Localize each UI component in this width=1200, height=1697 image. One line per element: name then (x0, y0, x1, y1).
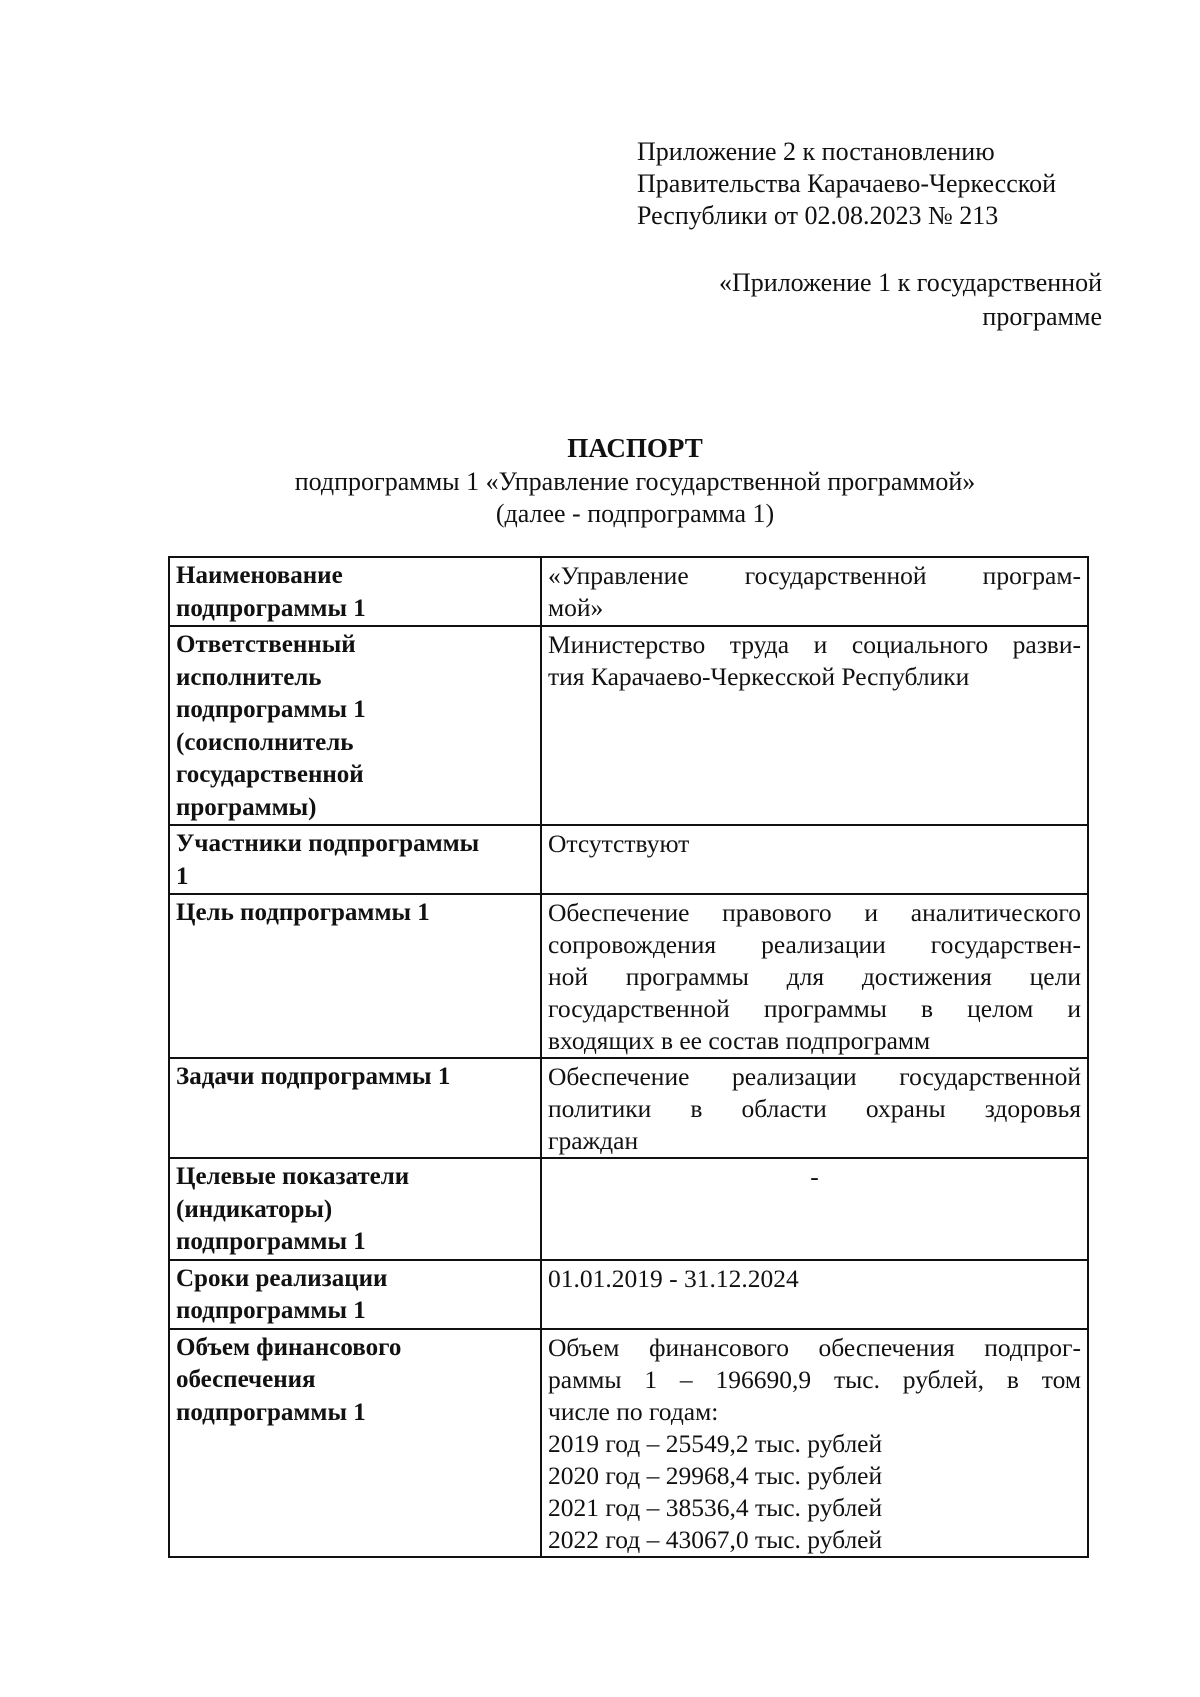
row-label-line: Наименование (176, 562, 343, 589)
row-value-line: граждан (548, 1126, 639, 1155)
row-value-line: Министерство труда и социального разви- (548, 630, 1081, 659)
appendix-reference (719, 266, 1102, 334)
row-value-line: политики в области охраны здоровья (548, 1094, 1081, 1123)
row-value-line: раммы 1 – 196690,9 тыс. рублей, в том (548, 1364, 1081, 1394)
row-label-line: подпрограммы 1 (176, 594, 366, 622)
row-label-cell (169, 1058, 541, 1158)
document-title (0, 430, 1200, 530)
table-row (169, 626, 1088, 825)
row-value-line: входящих в ее состав подпрограмм (548, 1026, 931, 1055)
row-label-line: обеспечения (176, 1366, 316, 1393)
row-label-cell (169, 1260, 541, 1329)
row-value-line: - (810, 1162, 819, 1191)
row-label-line: программы) (176, 793, 317, 821)
row-value-cell (541, 1058, 1088, 1158)
title-subtitle-2: (далее - подпрограмма 1) (495, 499, 775, 528)
row-value-line: ной программы для достижения цели (548, 962, 1081, 991)
row-label-cell (169, 557, 541, 626)
passport-table (168, 556, 1089, 1558)
resolution-line-3: Республики от 02.08.2023 № 213 (637, 201, 999, 230)
row-value-line: «Управление государственной програм- (548, 561, 1081, 590)
row-label-cell (169, 1329, 541, 1557)
row-label-line: Ответственный (176, 631, 356, 658)
row-value-line: Обеспечение правового и аналитического (548, 898, 1081, 927)
row-label-line: (соисполнитель (176, 728, 354, 756)
table-row (169, 1260, 1088, 1329)
row-label-cell (169, 825, 541, 894)
row-label-line: 1 (176, 862, 189, 890)
row-value-line: числе по годам: (548, 1396, 719, 1426)
row-value-line: 2020 год – 29968,4 тыс. рублей (548, 1460, 883, 1490)
row-value-line: 01.01.2019 - 31.12.2024 (548, 1263, 799, 1293)
title-subtitle-1: подпрограммы 1 «Управление государственной программой» (294, 467, 976, 496)
row-value-line: Отсутствуют (548, 829, 690, 858)
row-label-line: государственной (176, 761, 364, 788)
resolution-line-1: Приложение 2 к постановлению (637, 137, 995, 166)
row-value-cell (541, 626, 1088, 825)
row-value-line: 2021 год – 38536,4 тыс. рублей (548, 1492, 883, 1522)
appendix-line-1: «Приложение 1 к государственной (719, 268, 1102, 297)
row-value-line: Обеспечение реализации государственной (548, 1062, 1081, 1091)
row-value-line: 2022 год – 43067,0 тыс. рублей (548, 1524, 883, 1554)
appendix-line-2: программе (982, 302, 1102, 331)
resolution-line-2: Правительства Карачаево-Черкесской (637, 169, 1056, 198)
table-row (169, 1158, 1088, 1260)
row-label-cell (169, 894, 541, 1058)
row-label-line: исполнитель (176, 663, 322, 691)
row-label-line: подпрограммы 1 (176, 1228, 366, 1255)
row-value-line: Объем финансового обеспечения подпрог- (548, 1332, 1081, 1362)
row-label-line: Задачи подпрограммы 1 (176, 1063, 451, 1090)
row-value-cell (541, 825, 1088, 894)
row-label-line: Объем финансового (176, 1333, 402, 1361)
row-value-cell (541, 1329, 1088, 1557)
row-value-line: сопровождения реализации государствен- (548, 930, 1081, 959)
row-value-cell (541, 557, 1088, 626)
passport-table-body (169, 557, 1088, 1557)
row-value-line: 2019 год – 25549,2 тыс. рублей (548, 1428, 883, 1458)
table-row (169, 1329, 1088, 1557)
row-value-line: государственной программы в целом и (548, 994, 1081, 1023)
row-value-cell (541, 1158, 1088, 1260)
row-label-cell (169, 1158, 541, 1260)
table-row (169, 1058, 1088, 1158)
row-label-line: подпрограммы 1 (176, 696, 366, 723)
row-label-line: Участники подпрограммы (176, 830, 480, 857)
row-label-cell (169, 626, 541, 825)
row-label-line: (индикаторы) (176, 1195, 333, 1223)
row-label-line: подпрограммы 1 (176, 1398, 366, 1426)
table-row (169, 557, 1088, 626)
row-value-cell (541, 894, 1088, 1058)
row-label-line: подпрограммы 1 (176, 1297, 366, 1324)
resolution-reference (637, 136, 1056, 232)
row-label-line: Сроки реализации (176, 1264, 388, 1292)
row-value-line: тия Карачаево-Черкесской Республики (548, 662, 970, 691)
table-row (169, 825, 1088, 894)
row-label-line: Цель подпрограммы 1 (176, 899, 430, 926)
title-main: ПАСПОРТ (567, 433, 703, 463)
row-value-cell (541, 1260, 1088, 1329)
row-value-line: мой» (548, 593, 604, 622)
row-label-line: Целевые показатели (176, 1163, 410, 1190)
table-row (169, 894, 1088, 1058)
